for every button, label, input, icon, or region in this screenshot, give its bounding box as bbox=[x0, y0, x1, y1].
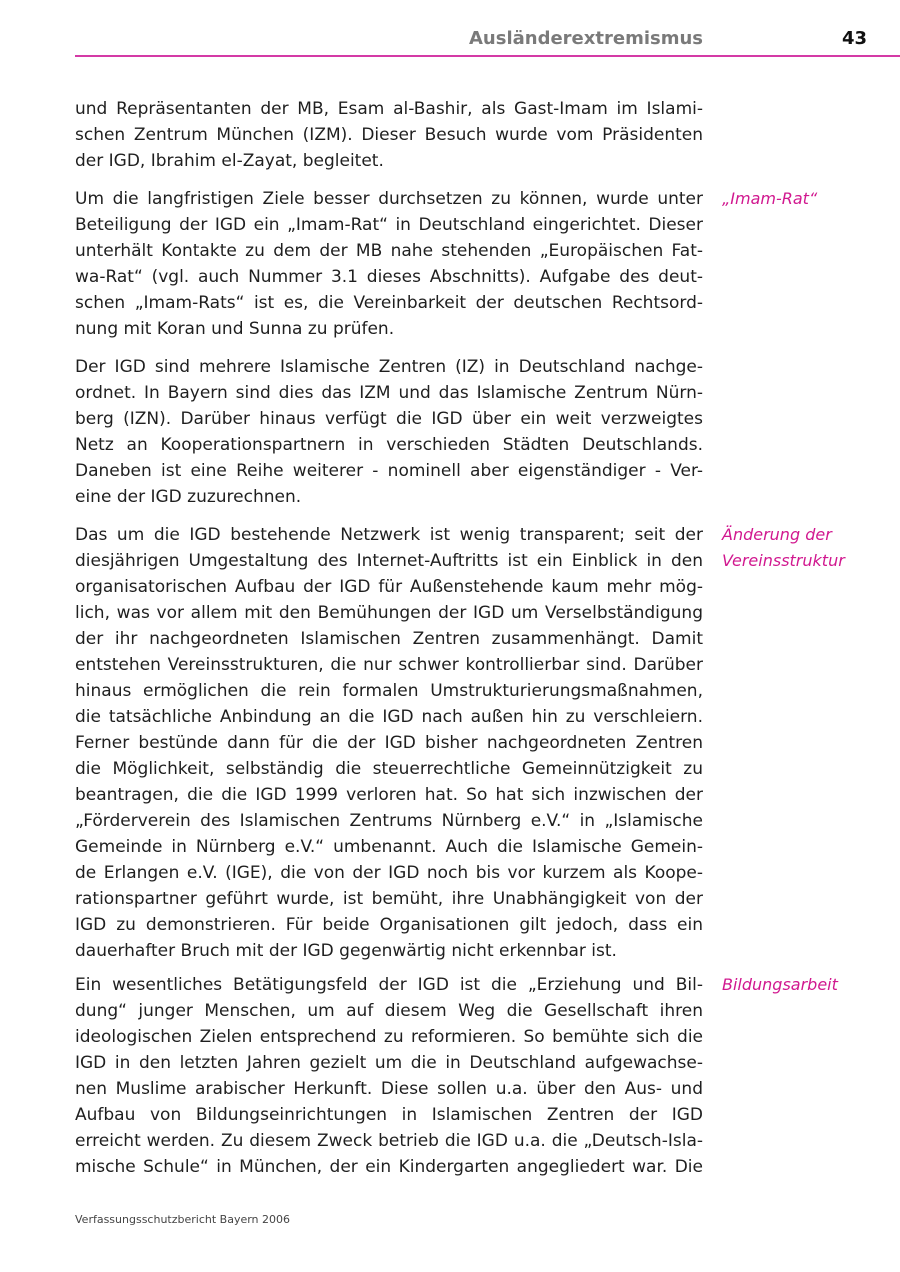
text-line: eine der IGD zuzurechnen. bbox=[75, 487, 302, 507]
margin-note-bildungsarbeit bbox=[722, 972, 892, 998]
paragraph-4 bbox=[75, 522, 703, 964]
text-line: IGD in den letzten Jahren gezielt um die in Deutschland aufgewachse- bbox=[75, 1053, 703, 1073]
text-line: die Möglichkeit, selbständig die steuerrechtliche Gemeinnützigkeit zu bbox=[75, 759, 703, 779]
text-line: schen Zentrum München (IZM). Dieser Besuch wurde vom Präsidenten bbox=[75, 125, 703, 145]
text-line: Der IGD sind mehrere Islamische Zentren (IZ) in Deutschland nachge- bbox=[75, 357, 703, 377]
text-line: IGD zu demonstrieren. Für beide Organisationen gilt jedoch, dass ein bbox=[75, 915, 703, 935]
text-line: ideologischen Zielen entsprechend zu reformieren. So bemühte sich die bbox=[75, 1027, 703, 1047]
text-line: unterhält Kontakte zu dem der MB nahe stehenden „Europäischen Fat- bbox=[75, 241, 703, 261]
text-line: rationspartner geführt wurde, ist bemüht, ihre Unabhängigkeit von der bbox=[75, 889, 703, 909]
paragraph-3 bbox=[75, 354, 703, 510]
paragraph-1 bbox=[75, 96, 703, 174]
text-line: erreicht werden. Zu diesem Zweck betrieb die IGD u.a. die „Deutsch-Isla- bbox=[75, 1131, 703, 1151]
text-line: der ihr nachgeordneten Islamischen Zentren zusammenhängt. Damit bbox=[75, 629, 703, 649]
margin-note-line: Änderung der bbox=[722, 525, 832, 544]
text-line: Daneben ist eine Reihe weiterer - nominell aber eigenständiger - Ver- bbox=[75, 461, 703, 481]
margin-note-line: Vereinsstruktur bbox=[722, 551, 845, 570]
text-line: diesjährigen Umgestaltung des Internet-Auftritts ist ein Einblick in den bbox=[75, 551, 703, 571]
text-line: Um die langfristigen Ziele besser durchsetzen zu können, wurde unter bbox=[75, 189, 703, 209]
text-line: entstehen Vereinsstrukturen, die nur schwer kontrollierbar sind. Darüber bbox=[75, 655, 703, 675]
text-line: Ferner bestünde dann für die der IGD bisher nachgeordneten Zentren bbox=[75, 733, 703, 753]
text-line: nen Muslime arabischer Herkunft. Diese sollen u.a. über den Aus- und bbox=[75, 1079, 703, 1099]
text-line: organisatorischen Aufbau der IGD für Außenstehende kaum mehr mög- bbox=[75, 577, 703, 597]
paragraph-2 bbox=[75, 186, 703, 342]
text-line: nung mit Koran und Sunna zu prüfen. bbox=[75, 319, 395, 339]
margin-note-line: Bildungsarbeit bbox=[722, 975, 838, 994]
text-line: ordnet. In Bayern sind dies das IZM und das Islamische Zentrum Nürn- bbox=[75, 383, 703, 403]
text-line: Aufbau von Bildungseinrichtungen in Islamischen Zentren der IGD bbox=[75, 1105, 703, 1125]
text-line: der IGD, Ibrahim el-Zayat, begleitet. bbox=[75, 151, 384, 171]
text-line: dauerhafter Bruch mit der IGD gegenwärtig nicht erkennbar ist. bbox=[75, 941, 617, 961]
text-line: und Repräsentanten der MB, Esam al-Bashir, als Gast-Imam im Islami- bbox=[75, 99, 703, 119]
text-line: beantragen, die die IGD 1999 verloren hat. So hat sich inzwischen der bbox=[75, 785, 703, 805]
text-line: die tatsächliche Anbindung an die IGD nach außen hin zu verschleiern. bbox=[75, 707, 703, 727]
text-line: Gemeinde in Nürnberg e.V.“ umbenannt. Auch die Islamische Gemein- bbox=[75, 837, 703, 857]
margin-note-line: „Imam-Rat“ bbox=[722, 189, 818, 208]
text-line: de Erlangen e.V. (IGE), die von der IGD noch bis vor kurzem als Koope- bbox=[75, 863, 703, 883]
header-rule bbox=[75, 55, 900, 57]
paragraph-5 bbox=[75, 972, 703, 1180]
text-line: „Förderverein des Islamischen Zentrums Nürnberg e.V.“ in „Islamische bbox=[75, 811, 703, 831]
running-header-title: Ausländerextremismus bbox=[469, 28, 703, 49]
text-line: Das um die IGD bestehende Netzwerk ist wenig transparent; seit der bbox=[75, 525, 703, 545]
page-number: 43 bbox=[841, 28, 867, 49]
text-line: lich, was vor allem mit den Bemühungen der IGD um Verselbständigung bbox=[75, 603, 703, 623]
text-line: Beteiligung der IGD ein „Imam-Rat“ in Deutschland eingerichtet. Dieser bbox=[75, 215, 703, 235]
text-line: dung“ junger Menschen, um auf diesem Weg die Gesellschaft ihren bbox=[75, 1001, 703, 1021]
footer-text: Verfassungsschutzbericht Bayern 2006 bbox=[75, 1213, 291, 1226]
text-line: wa-Rat“ (vgl. auch Nummer 3.1 dieses Abschnitts). Aufgabe des deut- bbox=[75, 267, 703, 287]
text-line: hinaus ermöglichen die rein formalen Umstrukturierungsmaßnahmen, bbox=[75, 681, 703, 701]
text-line: Netz an Kooperationspartnern in verschieden Städten Deutschlands. bbox=[75, 435, 703, 455]
text-line: berg (IZN). Darüber hinaus verfügt die IGD über ein weit verzweigtes bbox=[75, 409, 703, 429]
margin-note-imam-rat bbox=[722, 186, 892, 212]
margin-note-vereinsstruktur bbox=[722, 522, 892, 574]
text-line: mische Schule“ in München, der ein Kindergarten angegliedert war. Die bbox=[75, 1157, 703, 1177]
text-line: Ein wesentliches Betätigungsfeld der IGD ist die „Erziehung und Bil- bbox=[75, 975, 703, 995]
text-line: schen „Imam-Rats“ ist es, die Vereinbarkeit der deutschen Rechtsord- bbox=[75, 293, 703, 313]
